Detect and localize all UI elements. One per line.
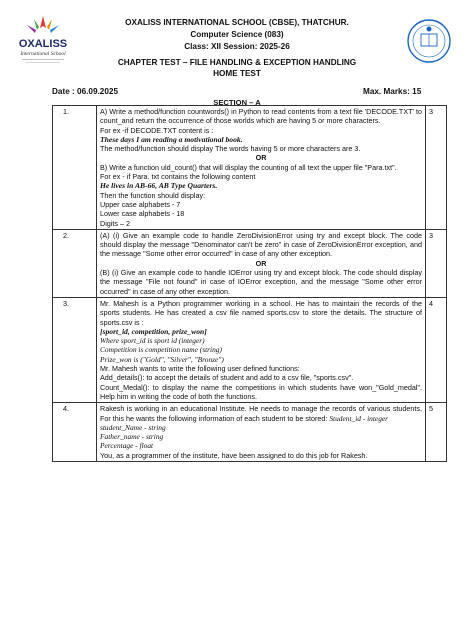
header xyxy=(0,0,474,80)
q1-part-b: B) Write a function uld_count() that will display the counting of all text the upper file "Para.txt". xyxy=(100,162,397,172)
q3-function-2: Count_Medal(): to display the name the competitions in which students have won_"Gold_medal". Help him in writing the code of both the functions. xyxy=(100,382,422,401)
svg-text:International School: International School xyxy=(20,51,66,57)
q3-field-2: Competition is competition name (string) xyxy=(100,345,222,355)
question-marks: 5 xyxy=(426,403,447,462)
q2-part-a: (A) (i) Give an example code to handle ZeroDivisionError using try and except block. The code should display the message "Denominator can't be zero" in case of ZeroDivisionError exception, and the message "Some other error occurred" in case of any other exception. xyxy=(100,230,422,259)
test-subtitle: HOME TEST xyxy=(213,69,261,78)
q4-intro xyxy=(100,404,422,423)
question-row-3 xyxy=(53,297,447,402)
question-number: 3. xyxy=(53,297,97,402)
school-name: OXALISS INTERNATIONAL SCHOOL (CBSE), THATCHUR. xyxy=(125,18,349,27)
q2-part-b: (B) (i) Give an example code to handle IOError using try and except block. The code should display the message "File not found" in case of IOError exception, and the message "Some other error occurred" in case of any other exception. xyxy=(100,268,422,296)
q1-b-upper: Upper case alphabets - 7 xyxy=(100,199,181,209)
question-marks: 3 xyxy=(426,106,447,230)
svg-text:OXALISS: OXALISS xyxy=(18,38,68,50)
q4-field-1: Student_id - integer xyxy=(329,413,389,423)
q4-field-2: student_Name - string xyxy=(100,422,166,432)
q1-part-a: A) Write a method/function countwords() in Python to read contents from a text file 'DECODE.TXT' to count_and return the occurrence of those worlds which are having 5 or more characters. xyxy=(100,107,422,126)
test-title: CHAPTER TEST – FILE HANDLING & EXCEPTION HANDLING xyxy=(117,58,357,67)
q3-structure: [sport_id, competition, prize_won] xyxy=(100,326,207,336)
question-number: 2. xyxy=(53,229,97,297)
question-number: 4. xyxy=(53,403,97,462)
q1-example-intro: For ex -if DECODE.TXT content is : xyxy=(100,125,214,135)
q4-intro-text: Rakesh is working in an educational Institute. He needs to manage the records of various students. For this he wants the following information of each student to be stored: xyxy=(100,404,422,423)
question-row-2 xyxy=(53,229,447,297)
q3-intro: Mr. Mahesh is a Python programmer working in a school. He has to maintain the records of the sports students. He has created a csv file named sports.csv to store the details. The structure of sports.csv is : xyxy=(100,298,422,327)
q4-field-4: Percentage - float xyxy=(100,441,154,451)
q2-or: OR xyxy=(255,258,267,268)
question-text xyxy=(97,297,426,402)
q1-b-example-intro: For ex - if Para. txt contains the following content xyxy=(100,172,256,182)
question-row-4 xyxy=(53,403,447,462)
q3-functions-intro: Mr. Mahesh wants to write the following user defined functions: xyxy=(100,364,300,374)
section-heading: SECTION – A xyxy=(213,98,261,107)
q4-task: You, as a programmer of the institute, have been assigned to do this job for Rakesh. xyxy=(100,450,368,460)
question-text xyxy=(97,106,426,230)
q3-function-1: Add_details(): to accept the details of student and add to a csv file, "sports.csv". xyxy=(100,373,354,383)
q1-b-digits: Digits – 2 xyxy=(100,218,130,228)
question-text xyxy=(97,229,426,297)
questions-table xyxy=(52,105,447,462)
q1-b-display: Then the function should display: xyxy=(100,190,206,200)
q1-expected-output: The method/function should display The words having 5 or more characters are 3. xyxy=(100,144,361,154)
q1-or: OR xyxy=(255,153,267,163)
max-marks: Max. Marks: 15 xyxy=(363,87,422,96)
question-text xyxy=(97,403,426,462)
q4-field-3: Father_name - string xyxy=(100,432,164,442)
q1-example-text: These days I am reading a motivational book. xyxy=(100,134,243,144)
question-marks: 3 xyxy=(426,229,447,297)
question-number: 1. xyxy=(53,106,97,230)
q1-b-example-text: He lives in AB-66, AB Type Quarters. xyxy=(100,181,218,191)
test-date: Date : 06.09.2025 xyxy=(52,87,118,96)
q3-field-1: Where sport_id is sport id (integer) xyxy=(100,336,205,346)
q3-field-3: Prize_won is ("Gold", "Silver", "Bronze") xyxy=(100,354,224,364)
question-row-1 xyxy=(53,106,447,230)
class-session: Class: XII Session: 2025-26 xyxy=(184,42,290,51)
q1-b-lower: Lower case alphabets - 18 xyxy=(100,209,185,219)
question-marks: 4 xyxy=(426,297,447,402)
subject: Computer Science (083) xyxy=(190,30,284,39)
